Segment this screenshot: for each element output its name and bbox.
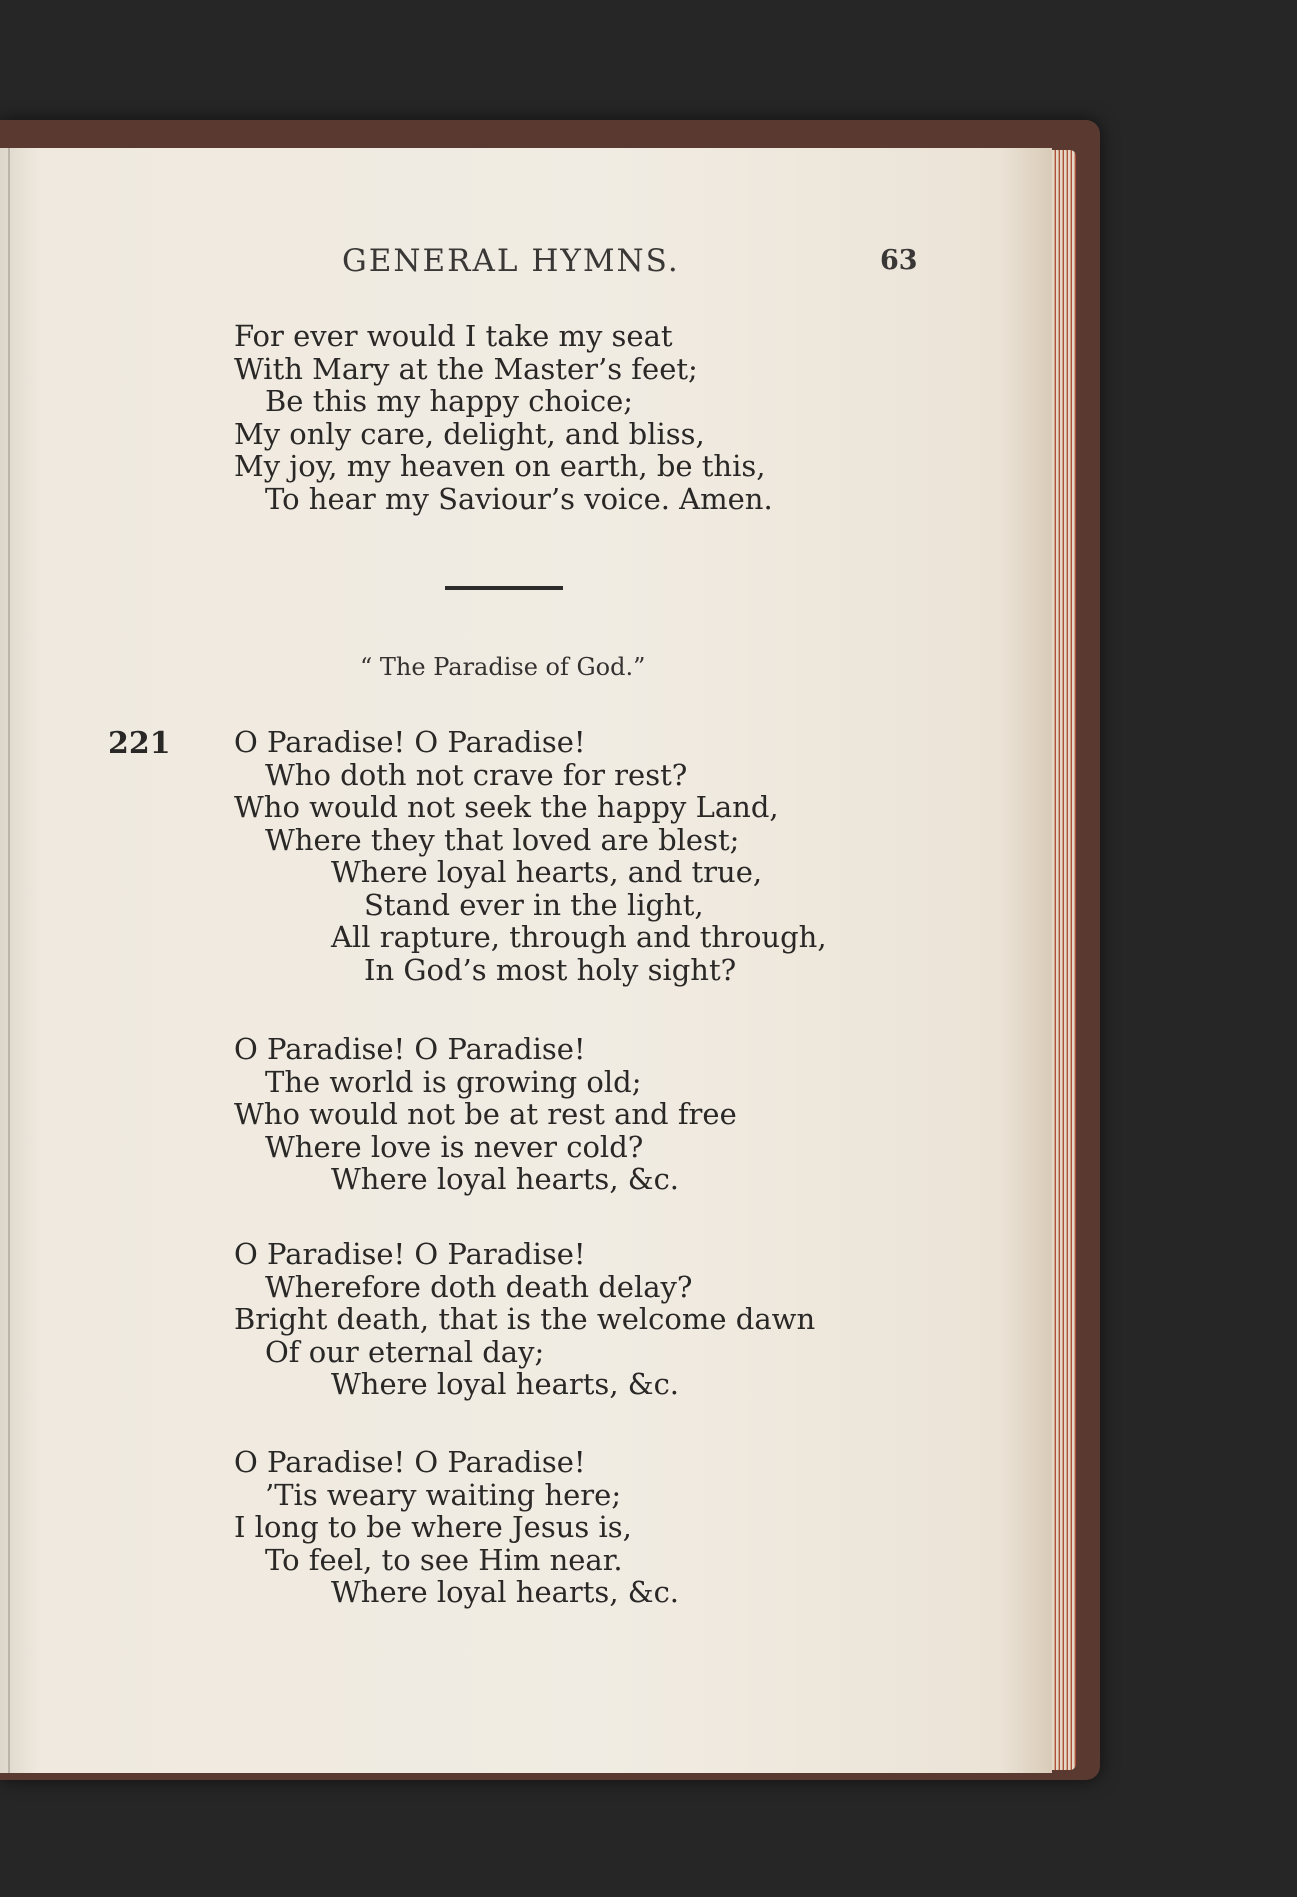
hymn-stanza-3 <box>234 1238 815 1401</box>
verse-line: To feel, to see Him near. <box>265 1542 623 1577</box>
book-page <box>0 148 1052 1773</box>
hymn-stanza-4 <box>234 1446 679 1609</box>
verse-line: My joy, my heaven on earth, be this, <box>234 449 766 483</box>
verse-line: Where loyal hearts, and true, <box>331 855 763 889</box>
verse-line: Of our eternal day; <box>265 1334 545 1369</box>
previous-hymn-stanza <box>234 320 773 515</box>
verse-line: Bright death, that is the welcome dawn <box>234 1302 816 1336</box>
verse-line: With Mary at the Master’s feet; <box>234 351 698 386</box>
verse-line: Wherefore doth death delay? <box>265 1269 693 1304</box>
verse-line: O Paradise! O Paradise! <box>234 1445 586 1479</box>
page-gutter <box>8 148 10 1773</box>
verse-line: Who would not be at rest and free <box>234 1097 737 1131</box>
verse-line: The world is growing old; <box>265 1064 642 1099</box>
verse-line: Where loyal hearts, &c. <box>331 1575 680 1609</box>
page-number: 63 <box>880 245 918 276</box>
verse-line: For ever would I take my seat <box>234 319 673 353</box>
verse-line: ’Tis weary waiting here; <box>265 1477 622 1512</box>
hymn-stanza-1 <box>234 726 827 986</box>
hymn-number: 221 <box>108 726 171 761</box>
verse-line: All rapture, through and through, <box>331 920 827 954</box>
verse-line: In God’s most holy sight? <box>364 952 737 987</box>
verse-line: Where love is never cold? <box>265 1129 644 1164</box>
verse-line: Be this my happy choice; <box>265 384 634 418</box>
verse-line: Where loyal hearts, &c. <box>331 1162 680 1196</box>
verse-line: O Paradise! O Paradise! <box>234 1032 586 1066</box>
verse-line: Who doth not crave for rest? <box>265 757 688 792</box>
hymn-subtitle: “ The Paradise of God.” <box>360 653 646 681</box>
verse-line: Where they that loved are blest; <box>265 822 740 857</box>
section-divider <box>445 586 563 590</box>
verse-line: Who would not seek the happy Land, <box>234 790 779 824</box>
verse-line: I long to be where Jesus is, <box>234 1510 632 1544</box>
running-title: GENERAL HYMNS. <box>342 243 680 279</box>
verse-line: Stand ever in the light, <box>364 887 704 922</box>
hymn-stanza-2 <box>234 1033 737 1196</box>
verse-line: To hear my Saviour’s voice. Amen. <box>265 481 773 516</box>
verse-line: My only care, delight, and bliss, <box>234 416 705 451</box>
verse-line: Where loyal hearts, &c. <box>331 1367 680 1401</box>
verse-line: O Paradise! O Paradise! <box>234 1237 586 1271</box>
verse-line: O Paradise! O Paradise! <box>234 725 586 759</box>
